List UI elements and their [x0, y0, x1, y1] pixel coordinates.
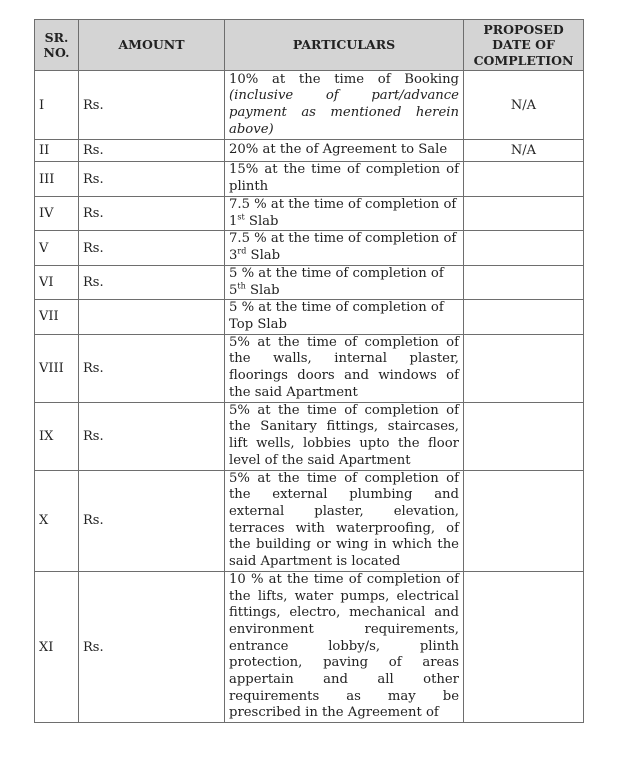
- header-particulars: PARTICULARS: [225, 20, 464, 71]
- date-cell: [464, 334, 584, 402]
- particulars-cell: 5% at the time of completion of the Sanitary fittings, staircases, lift wells, lobbies upto the floor level of the said Apartment: [225, 402, 464, 470]
- date-cell: [464, 402, 584, 470]
- particulars-cell: 5% at the time of completion of the walls, internal plaster, floorings doors and windows of the said Apartment: [225, 334, 464, 402]
- table-row: [35, 402, 584, 470]
- table-row: [35, 231, 584, 265]
- particulars-cell: [225, 197, 464, 231]
- particulars-cell: [225, 71, 464, 140]
- particulars-cell: 15% at the time of completion of plinth: [225, 162, 464, 197]
- header-sr-no: [35, 20, 79, 71]
- date-cell: [464, 470, 584, 571]
- table-row: [35, 162, 584, 197]
- sr-no-cell: IX: [35, 402, 79, 470]
- payment-schedule-table: [34, 19, 584, 723]
- sr-no-cell: VII: [35, 300, 79, 334]
- amount-cell: Rs.: [79, 334, 225, 402]
- sr-no-cell: II: [35, 140, 79, 162]
- header-proposed-date: [464, 20, 584, 71]
- sr-no-cell: X: [35, 470, 79, 571]
- amount-cell: Rs.: [79, 231, 225, 265]
- particulars-cell: [225, 231, 464, 265]
- amount-cell: Rs.: [79, 140, 225, 162]
- date-cell: N/A: [464, 71, 584, 140]
- date-cell: [464, 231, 584, 265]
- particulars-text: 10% at the time of Booking: [229, 71, 459, 87]
- particulars-text: 7.5 % at the time of completion of 3: [229, 231, 457, 264]
- particulars-cell: 20% at the of Agreement to Sale: [225, 140, 464, 162]
- date-cell: [464, 265, 584, 299]
- date-cell: [464, 300, 584, 334]
- particulars-cell: 5% at the time of completion of the external plumbing and external plaster, elevation, terraces with waterproofing, of the building or wing in which the said Apartment is located: [225, 470, 464, 571]
- sr-no-cell: V: [35, 231, 79, 265]
- sr-no-cell: VIII: [35, 334, 79, 402]
- sr-no-cell: III: [35, 162, 79, 197]
- table-row: [35, 197, 584, 231]
- table-row: [35, 334, 584, 402]
- amount-cell: Rs.: [79, 71, 225, 140]
- sr-no-cell: I: [35, 71, 79, 140]
- date-cell: [464, 571, 584, 722]
- particulars-cell: [225, 265, 464, 299]
- table-row: [35, 71, 584, 140]
- amount-cell: Rs.: [79, 162, 225, 197]
- table-row: [35, 300, 584, 334]
- particulars-text-end: Slab: [245, 282, 280, 298]
- particulars-cell: 5 % at the time of completion of Top Slab: [225, 300, 464, 334]
- header-sr-no-label: SR. NO.: [43, 29, 70, 60]
- header-proposed-date-label: PROPOSED DATE OF COMPLETION: [473, 21, 574, 68]
- particulars-text: 5 % at the time of completion of 5: [229, 265, 444, 298]
- sr-no-cell: XI: [35, 571, 79, 722]
- date-cell: [464, 162, 584, 197]
- ordinal-suffix: th: [237, 281, 246, 291]
- sr-no-cell: VI: [35, 265, 79, 299]
- sr-no-cell: IV: [35, 197, 79, 231]
- ordinal-suffix: rd: [237, 246, 247, 256]
- particulars-text-end: Slab: [246, 248, 281, 264]
- amount-cell: Rs.: [79, 571, 225, 722]
- amount-cell: Rs.: [79, 197, 225, 231]
- amount-cell: [79, 300, 225, 334]
- date-cell: N/A: [464, 140, 584, 162]
- table-row: [35, 140, 584, 162]
- amount-cell: Rs.: [79, 402, 225, 470]
- ordinal-suffix: st: [237, 212, 245, 222]
- particulars-text: 7.5 % at the time of completion of 1: [229, 197, 457, 229]
- amount-cell: Rs.: [79, 265, 225, 299]
- particulars-text-end: Slab: [244, 213, 279, 229]
- date-cell: [464, 197, 584, 231]
- header-amount: AMOUNT: [79, 20, 225, 71]
- table-row: [35, 470, 584, 571]
- particulars-italic-text: (inclusive of part/advance payment as mentioned herein above): [229, 88, 459, 137]
- table-row: [35, 265, 584, 299]
- amount-cell: Rs.: [79, 470, 225, 571]
- table-header-row: [35, 20, 584, 71]
- particulars-cell: 10 % at the time of completion of the lifts, water pumps, electrical fittings, electro, mechanical and environment requirements, entrance lobby/s, plinth protection, paving of areas appertain and all other requirements as may be prescribed in the Agreement of: [225, 571, 464, 722]
- table-row: [35, 571, 584, 722]
